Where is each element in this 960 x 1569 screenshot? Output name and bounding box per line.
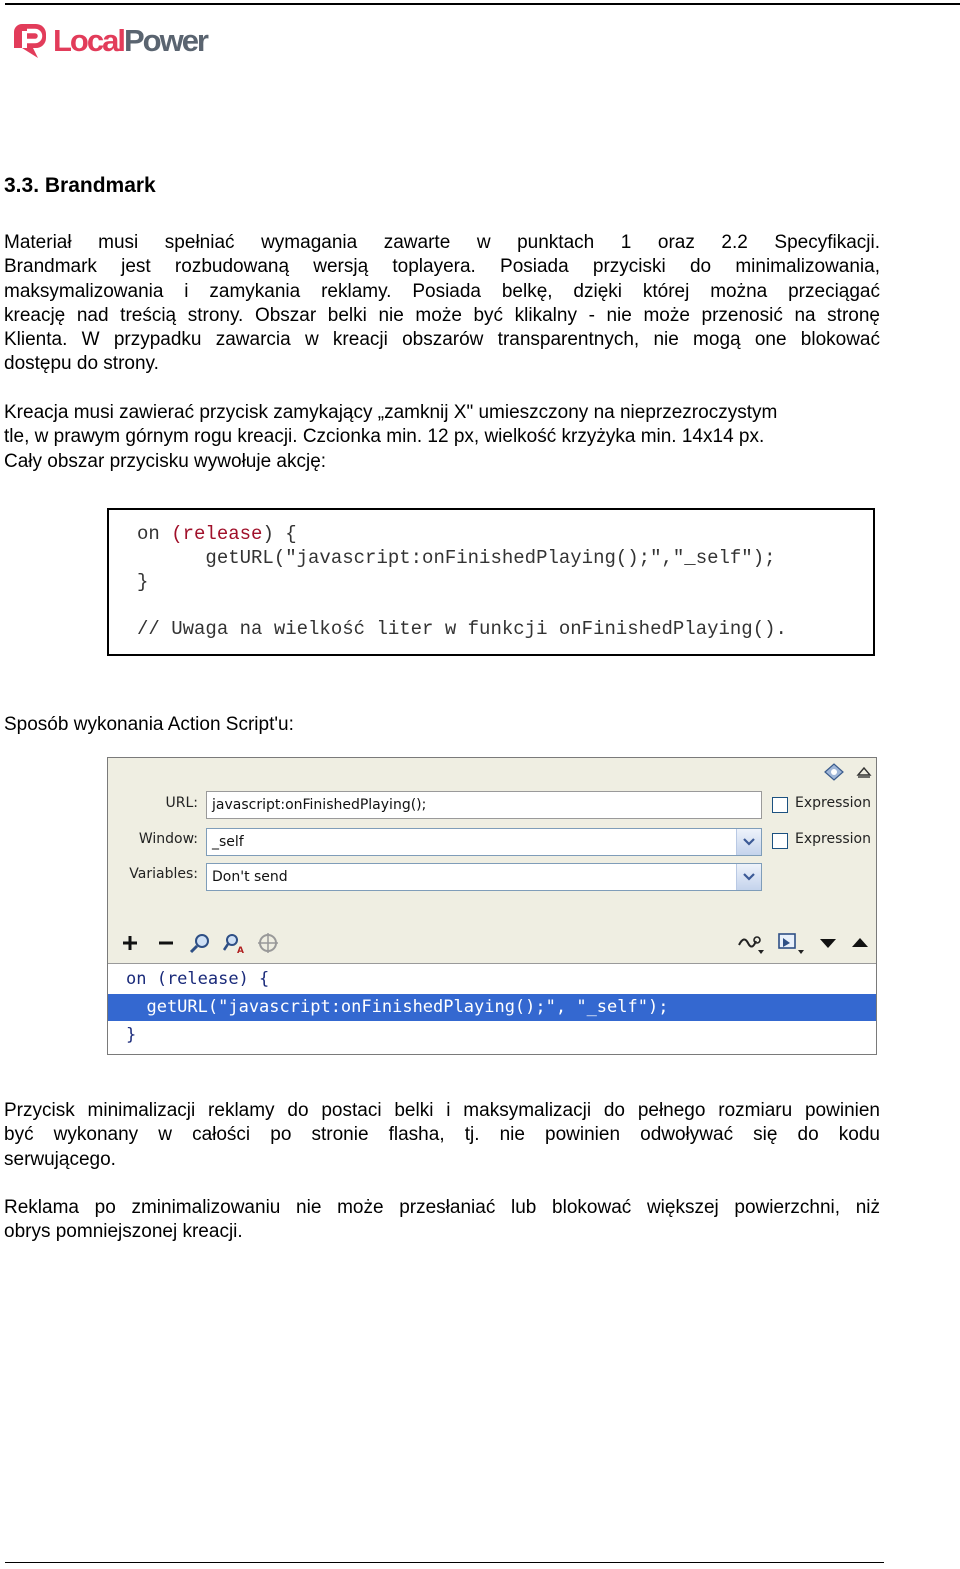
text-line: Brandmark jest rozbudowaną wersją toplayera. Posiada przyciski do minimalizowania,	[4, 256, 880, 278]
target-icon[interactable]	[256, 931, 280, 955]
footer-rule	[5, 1562, 884, 1563]
move-up-icon[interactable]	[848, 931, 872, 955]
paragraph-requirements	[4, 231, 880, 377]
text-line: tle, w prawym górnym rogu kreacji. Czcionka min. 12 px, wielkość krzyżyka min. 14x14 px.	[4, 426, 765, 448]
debug-options-icon[interactable]	[736, 931, 766, 955]
variables-dropdown-button[interactable]	[736, 864, 761, 890]
code-line: on (release) {	[137, 523, 297, 545]
text-line: Cały obszar przycisku wywołuje akcję:	[4, 450, 327, 472]
variables-select-value: Don't send	[212, 869, 288, 885]
subheading-actionscript	[4, 713, 880, 737]
text-line: dostępu do strony.	[4, 353, 159, 375]
expression-label-window: Expression	[795, 831, 871, 847]
code-line: getURL("javascript:onFinishedPlaying();","_self");	[137, 547, 776, 569]
text-line: Przycisk minimalizacji reklamy do postaci belki i maksymalizacji do pełnego rozmiaru powinien	[4, 1100, 880, 1121]
text-line: serwującego.	[4, 1148, 116, 1170]
window-label: Window:	[138, 831, 198, 847]
code-line: }	[137, 571, 149, 593]
script-editor[interactable]	[108, 963, 876, 1055]
text-line: Reklama po zminimalizowaniu nie może przesłaniać lub blokować większej powierzchni, niż	[4, 1197, 880, 1218]
window-select-value: _self	[212, 834, 244, 850]
text-line: Kreacja musi zawierać przycisk zamykający „zamknij X" umieszczony na nieprzezroczystym	[4, 402, 778, 423]
move-down-icon[interactable]	[816, 931, 840, 955]
expression-checkbox-window[interactable]	[772, 833, 788, 849]
script-line-selected[interactable]: getURL("javascript:onFinishedPlaying();", "_self");	[108, 994, 877, 1021]
script-line[interactable]: }	[126, 1025, 137, 1045]
header-rule	[5, 3, 960, 5]
localpower-logo	[8, 16, 207, 64]
paragraph-minimized-area	[4, 1196, 880, 1245]
help-icon[interactable]	[823, 762, 845, 782]
paragraph-minimize	[4, 1099, 880, 1172]
text-line: Klienta. W przypadku zawarcia w kreacji obszarów transparentnych, nie mogą one blokować	[4, 329, 880, 351]
url-label: URL:	[165, 795, 198, 811]
add-icon[interactable]	[118, 931, 142, 955]
text-line: Materiał musi spełniać wymagania zawarte w punktach 1 oraz 2.2 Specyfikacji.	[4, 232, 880, 253]
actions-toolbar	[108, 923, 876, 963]
logo-mark-icon	[8, 18, 52, 62]
svg-text:A: A	[237, 946, 244, 955]
logo-text-power: Power	[123, 22, 207, 58]
find-icon[interactable]	[188, 931, 212, 955]
logo-text-local: Local	[53, 22, 124, 58]
code-comment: // Uwaga na wielkość liter w funkcji onFinishedPlaying().	[137, 618, 787, 640]
script-menu-icon[interactable]	[776, 931, 806, 955]
variables-label: Variables:	[129, 866, 198, 882]
text-line: być wykonany w całości po stronie flasha, tj. nie powinien odwoływać się do kodu	[4, 1124, 880, 1146]
window-dropdown-button[interactable]	[736, 829, 761, 855]
text-line: maksymalizowania i zamykania reklamy. Posiada belkę, dzięki której można przeciągać	[4, 280, 880, 302]
section-title: 3.3. Brandmark	[4, 174, 156, 197]
text-line: obrys pomniejszonej kreacji.	[4, 1221, 243, 1243]
logo-wordmark	[53, 22, 207, 58]
variables-select[interactable]	[206, 863, 762, 891]
code-sample-box	[107, 508, 875, 656]
collapse-icon[interactable]	[856, 765, 872, 779]
expression-label-url: Expression	[795, 795, 871, 811]
script-line[interactable]: on (release) {	[126, 969, 270, 989]
chevron-down-icon	[743, 838, 755, 846]
paragraph-close-button	[4, 401, 880, 474]
remove-icon[interactable]	[154, 931, 178, 955]
chevron-down-icon	[743, 873, 755, 881]
text-line: kreację nad treścią strony. Obszar belki nie może być klikalny - nie może przenosić na stronę	[4, 304, 880, 326]
expression-checkbox-url[interactable]	[772, 797, 788, 813]
text-line: Sposób wykonania Action Script'u:	[4, 714, 294, 735]
flash-actions-panel-screenshot	[107, 757, 877, 1055]
window-select[interactable]	[206, 828, 762, 856]
url-input[interactable]: javascript:onFinishedPlaying();	[206, 791, 762, 819]
replace-icon[interactable]	[222, 931, 246, 955]
